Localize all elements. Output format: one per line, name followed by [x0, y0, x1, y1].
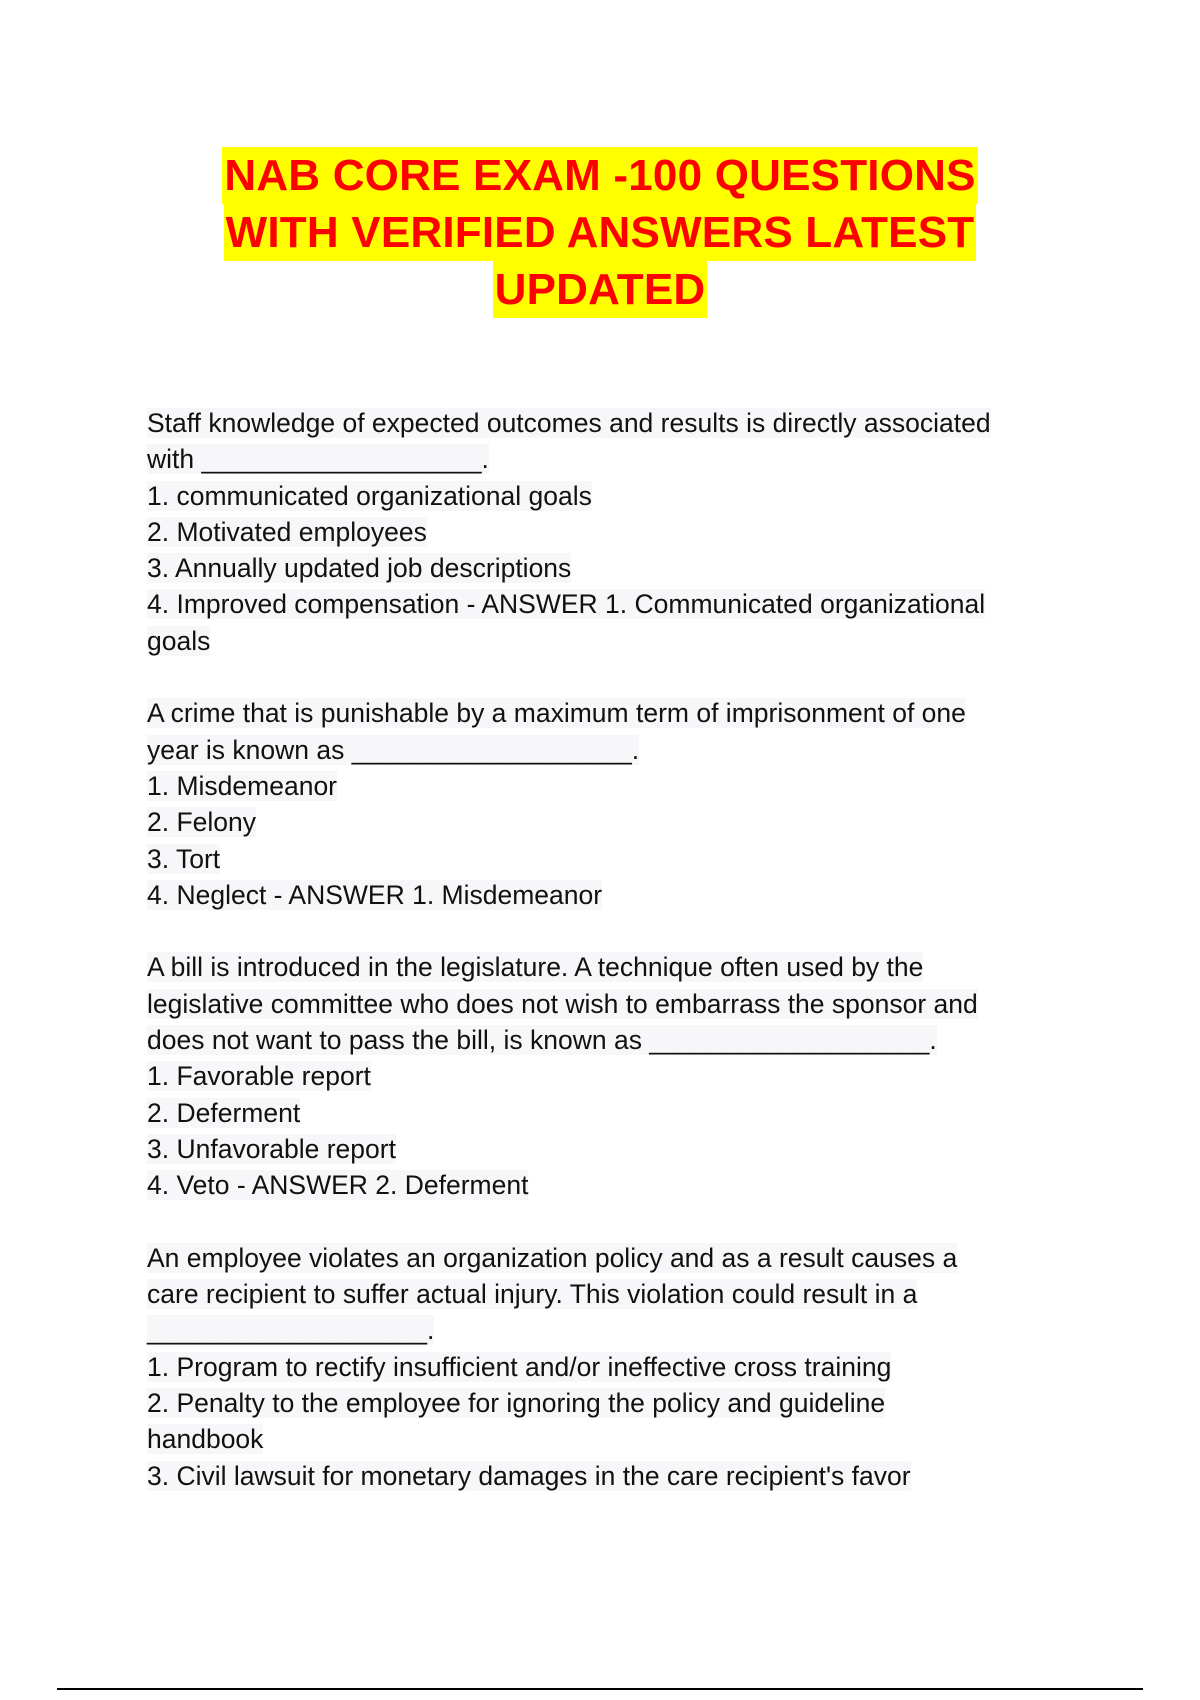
- question-line: care recipient to suffer actual injury. This violation could result in a: [147, 1279, 918, 1310]
- page-bottom-rule: [57, 1688, 1143, 1690]
- question-line: A bill is introduced in the legislature. A technique often used by the: [147, 952, 924, 983]
- option-line: 3. Unfavorable report: [147, 1133, 396, 1164]
- question-block: [147, 695, 1067, 913]
- option-line: 2. Deferment: [147, 1097, 301, 1128]
- option-line: 3. Annually updated job descriptions: [147, 553, 572, 584]
- question-list: [147, 405, 1067, 1530]
- option-line: 1. communicated organizational goals: [147, 480, 592, 511]
- question-line: does not want to pass the bill, is known as ___________________.: [147, 1025, 937, 1056]
- question-line: legislative committee who does not wish to embarrass the sponsor and: [147, 988, 978, 1019]
- document-title: [0, 147, 1200, 318]
- option-line: 2. Felony: [147, 807, 257, 838]
- option-line: 1. Misdemeanor: [147, 770, 338, 801]
- question-block: [147, 949, 1067, 1203]
- answer-line: 4. Veto - ANSWER 2. Deferment: [147, 1170, 529, 1201]
- option-line: 1. Favorable report: [147, 1061, 371, 1092]
- option-line: 3. Civil lawsuit for monetary damages in the care recipient's favor: [147, 1460, 911, 1491]
- title-line: UPDATED: [493, 261, 708, 318]
- option-line: 2. Penalty to the employee for ignoring the policy and guideline: [147, 1388, 886, 1419]
- answer-line: 4. Neglect - ANSWER 1. Misdemeanor: [147, 879, 603, 910]
- question-line: with ___________________.: [147, 444, 489, 475]
- question-line: An employee violates an organization policy and as a result causes a: [147, 1242, 958, 1273]
- option-line: handbook: [147, 1424, 264, 1455]
- question-line: ___________________.: [147, 1315, 435, 1346]
- question-block: [147, 405, 1067, 659]
- answer-line: 4. Improved compensation - ANSWER 1. Communicated organizational: [147, 589, 986, 620]
- option-line: 2. Motivated employees: [147, 516, 427, 547]
- question-line: Staff knowledge of expected outcomes and results is directly associated: [147, 408, 991, 438]
- question-line: year is known as ___________________.: [147, 734, 640, 765]
- title-line: NAB CORE EXAM -100 QUESTIONS: [222, 147, 977, 204]
- option-line: 3. Tort: [147, 843, 221, 874]
- answer-line: goals: [147, 625, 211, 656]
- title-line: WITH VERIFIED ANSWERS LATEST: [224, 204, 977, 261]
- option-line: 1. Program to rectify insufficient and/or ineffective cross training: [147, 1351, 892, 1382]
- question-block: [147, 1240, 1067, 1494]
- question-line: A crime that is punishable by a maximum term of imprisonment of one: [147, 698, 966, 729]
